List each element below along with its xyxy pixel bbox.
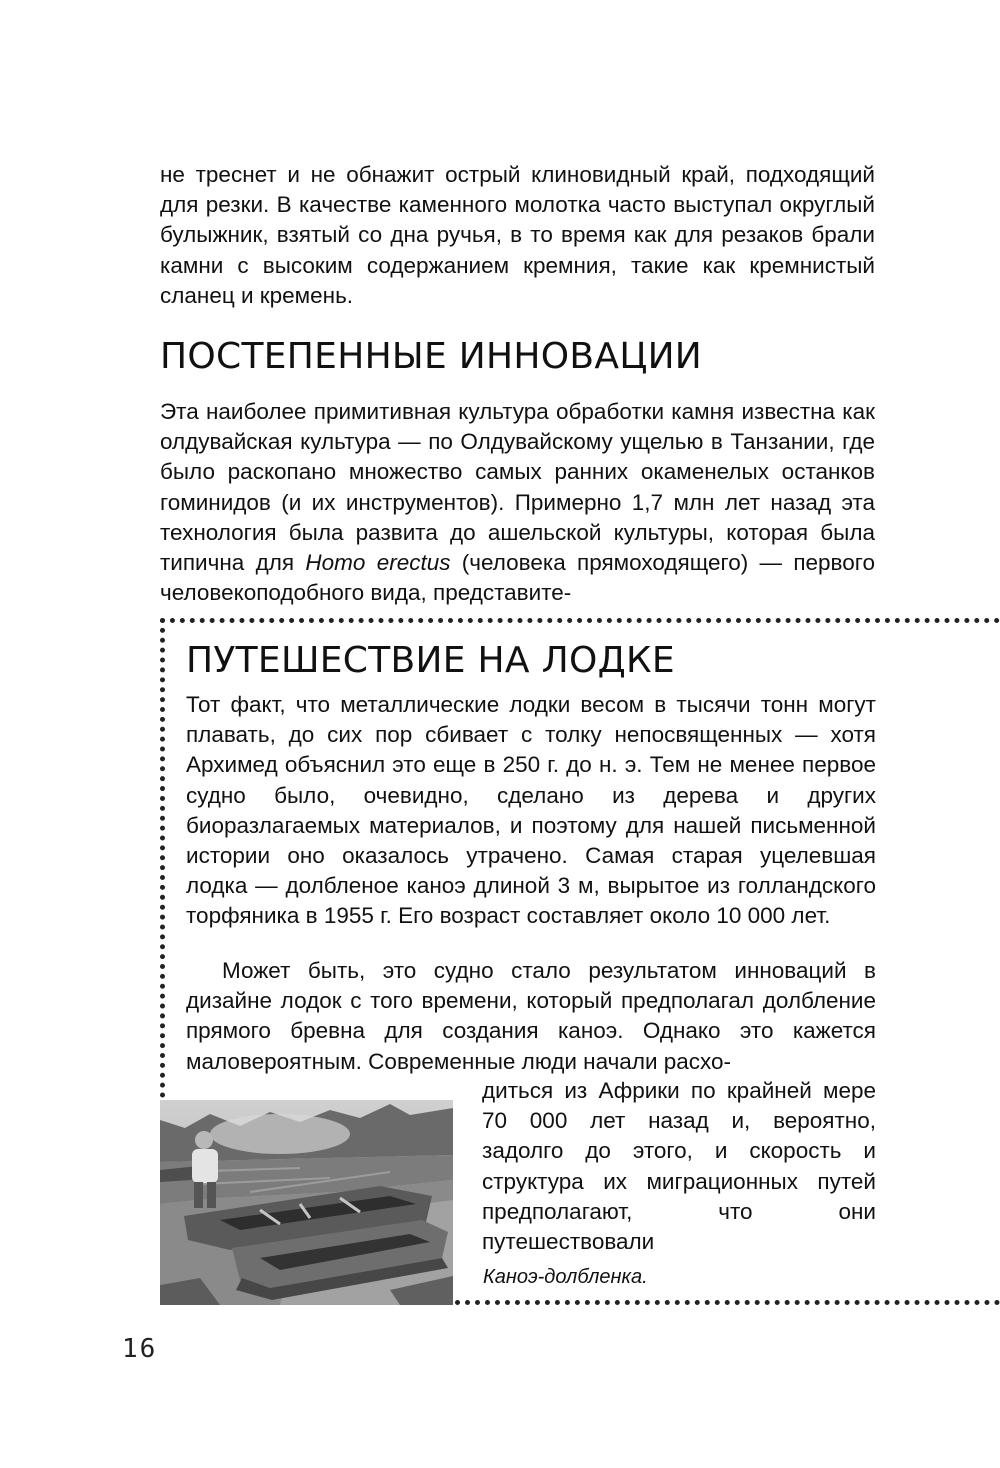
section-paragraph [160,397,875,608]
sidebar-top-border [160,618,1000,623]
sidebar-heading: ПУТЕШЕСТВИЕ НА ЛОДКЕ [186,640,675,681]
photo-caption: Каноэ-долбленка. [483,1266,648,1288]
sidebar-left-border [160,618,165,1098]
species-name: Homo erectus [305,550,451,576]
dugout-canoe-photo [160,1100,453,1305]
sidebar-paragraph-2-continued: диться из Африки по крайней мере 70 000 лет назад и, вероятно, задолго до этого, и скорость и структура их миграционных путей предполагают, что они путешествовали [482,1078,876,1255]
section-text-part-1: Эта наиболее примитивная культура обработки камня известна как олдувайская культура — по Олдувайскому ущелью в Танзании, где было раскопано множество самых ранних окаменелых останков гоминидов (и их инструментов). Примерно 1,7 млн лет назад эта технология была развита до ашельской культуры, которая была типична для [160,399,875,576]
sidebar-paragraph-1: Тот факт, что металлические лодки весом в тысячи тонн могут плавать, до сих пор сбивает с толку непосвященных — хотя Архимед объяснил это еще в 250 г. до н. э. Тем не менее первое судно было, очевидно, сделано из дерева и других биоразлагаемых материалов, и поэтому для нашей письменной истории оно оказалось утрачено. Самая старая уцелевшая лодка — долбленое каноэ длиной 3 м, вырытое из голландского торфяника в 1955 г. Его возраст составляет около 10 000 лет. [186,692,876,929]
section-text-part-2: (человека прямоходящего) — первого человекоподобного вида, представите- [160,550,876,606]
sidebar-paragraph-2: Может быть, это судно стало результатом инноваций в дизайне лодок с того времени, который предполагал долбление прямого бревна для создания каноэ. Однако это кажется маловероятным. Современные люди начали расхо- [186,958,876,1074]
intro-paragraph: не треснет и не обнажит острый клиновидный край, подходящий для резки. В качестве каменного молотка часто выступал округлый булыжник, взятый со дна ручья, в то время как для резаков брали камни с высоким содержанием кремния, такие как кремнистый сланец и кремень. [160,162,875,308]
dugout-canoe-illustration [160,1100,453,1305]
page-number: 16 [122,1334,158,1364]
sidebar-bottom-border [455,1300,1000,1305]
section-heading: ПОСТЕПЕННЫЕ ИННОВАЦИИ [160,336,703,377]
